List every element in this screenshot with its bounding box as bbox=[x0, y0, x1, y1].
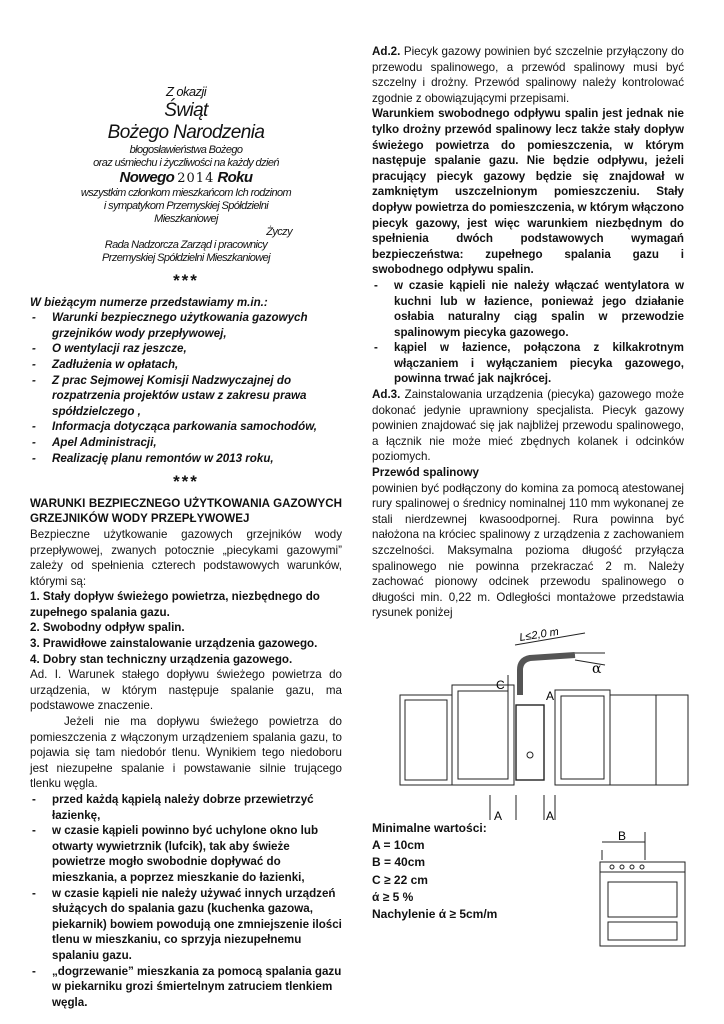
ad1-body: Jeżeli nie ma dopływu świeżego powietrza do pomieszczenia z włączonym urządzeniem spalania gazu, to pojawia się tam niedobór tlenu. Wynikiem tego niedoboru jest niezupełne spalanie i powstawanie silnie trującego tlenku węgla. bbox=[30, 715, 342, 791]
knob bbox=[620, 865, 624, 869]
condition-item: 3. Prawidłowe zainstalowanie urządzenia gazowego. bbox=[30, 637, 318, 651]
greeting-line: i sympatykom Przemyskiej Spółdzielni bbox=[103, 200, 269, 212]
right-cabinet-1 bbox=[610, 695, 656, 785]
min-values bbox=[372, 820, 497, 923]
flue-heading: Przewód spalinowy bbox=[372, 466, 479, 480]
oven-window bbox=[608, 882, 677, 917]
separator-stars: *** bbox=[173, 472, 199, 492]
left-column bbox=[30, 84, 342, 1010]
ad2-text: Piecyk gazowy powinien być szczelnie przyłączony do przewodu spalinowego, a przewód spalinowy musi być szczelny i drożny. Przewód spalinowy należy kontrolować zgodnie z obowiązującymi przepisami. bbox=[372, 45, 684, 105]
greeting-signature: Rada Nadzorcza Zarząd i pracownicy bbox=[104, 239, 268, 251]
list-item: - Realizację planu remontów w 2013 roku, bbox=[30, 451, 342, 467]
right-cabinet-2 bbox=[656, 695, 688, 785]
installation-diagram bbox=[370, 625, 690, 825]
list-item: - kąpiel w łazience, połączona z kilkakrotnym włączaniem i wyłączaniem piecyka gazowego, powinna trwać jak najkrócej. bbox=[372, 340, 684, 387]
condition-item: 1. Stały dopływ świeżego powietrza, niezbędnego do zupełnego spalania gazu. bbox=[30, 590, 320, 619]
ad3-text: Zainstalowania urządzenia (piecyka) gazowego może dokonać jedynie uprawniony specjalista. Piecyk gazowy powinien znajdować się jak najbliżej przewodu spalinowego, a łącznik nie może mieć zbędnych kolanek i odcinków poziomych. bbox=[372, 388, 684, 464]
article-title: WARUNKI BEZPIECZNEGO UŻYTKOWANIA GAZOWYCH GRZEJNIKÓW WODY PRZEPŁYWOWEJ bbox=[30, 496, 342, 526]
list-item: - Apel Administracji, bbox=[30, 435, 342, 451]
condition-item: 4. Dobry stan techniczny urządzenia gazowego. bbox=[30, 652, 293, 666]
left-cabinet bbox=[400, 695, 452, 785]
ad2-label: Ad.2. bbox=[372, 45, 401, 58]
knob bbox=[640, 865, 644, 869]
label-b: B bbox=[618, 830, 627, 843]
label-c: C bbox=[496, 678, 505, 692]
list-item: - Zadłużenia w opłatach, bbox=[30, 357, 342, 373]
stove-body bbox=[600, 862, 685, 946]
greeting-line bbox=[30, 170, 342, 187]
ad3-label: Ad.3. bbox=[372, 388, 401, 402]
greeting-line: błogosławieństwa Bożego bbox=[129, 144, 243, 156]
ad1-paragraph: Ad. I. Warunek stałego dopływu świeżego powietrza do urządzenia, w którym następuje spalanie gazu, ma podstawowe znaczenie. bbox=[30, 668, 342, 713]
greeting-line: Świąt bbox=[164, 100, 208, 121]
stove-diagram bbox=[590, 830, 690, 950]
stove-top bbox=[600, 862, 685, 872]
left-door-open bbox=[452, 685, 514, 785]
greeting-word: Nowego bbox=[119, 169, 175, 186]
door-panel bbox=[458, 691, 508, 779]
label-a: A bbox=[546, 809, 555, 823]
contents-list bbox=[30, 310, 342, 466]
ad2-bold-paragraph: Warunkiem swobodnego odpływu spalin jest jednak nie tylko drożny przewód spalinowy lecz także stały dopływ świeżego powietrza do pomieszczenia, w którym następuje spalanie gazu. Nie będzie odpływu, jeżeli pracujący piecyk gazowy będzie się znajdował w zamkniętym uszczelnionym pomieszczeniu. Stały dopływ powietrza do pomieszczenia, w którym włączono piecyk gazowy, jest więc warunkiem niezbędnym do spełnienia dwóch podstawowych wymagań bezpieczeństwa: zupełnego spalania gazu i swobodnego odpływu spalin. bbox=[372, 107, 684, 277]
min-value-c: C ≥ 22 cm bbox=[372, 872, 428, 887]
separator-stars: *** bbox=[173, 271, 199, 290]
ad1-list bbox=[30, 792, 342, 1010]
label-length: L≤2,0 m bbox=[518, 625, 560, 644]
min-value-slope: Nachylenie ά ≥ 5cm/m bbox=[372, 907, 498, 922]
min-value-alpha: ά ≥ 5 % bbox=[372, 889, 414, 904]
ad2-list bbox=[372, 278, 684, 387]
greeting-line: oraz uśmiechu i życzliwości na każdy dzień bbox=[93, 157, 279, 169]
list-item: - Z prac Sejmowej Komisji Nadzwyczajnej do rozpatrzenia projektów ustaw z zakresu prawa spółdzielczego , bbox=[30, 373, 342, 420]
cabinet-panel bbox=[405, 700, 447, 780]
greeting-line: Bożego Narodzenia bbox=[107, 122, 265, 143]
label-alpha: α bbox=[592, 661, 602, 677]
greeting-line: Mieszkaniowej bbox=[154, 213, 218, 225]
greeting-line: Życzy bbox=[266, 226, 292, 238]
list-item: - „dogrzewanie” mieszkania za pomocą spalania gazu w piekarniku grozi śmiertelnym zatruciem tlenkiem węgla. bbox=[30, 964, 342, 1011]
min-value-b: B = 40cm bbox=[372, 855, 426, 870]
label-a: A bbox=[546, 689, 555, 703]
list-item: - O wentylacji raz jeszcze, bbox=[30, 341, 342, 357]
list-item: - w czasie kąpieli nie należy używać innych urządzeń służących do spalania gazu (kuchenka gazowa, piekarnik) bowiem powodują one zmniejszenie ilości tlenu w mieszkaniu, co sprzyja niezupełnemu spalaniu gazu. bbox=[30, 886, 342, 964]
greeting-line: wszystkim członkom mieszkańcom Ich rodzinom bbox=[80, 187, 292, 199]
condition-item: 2. Swobodny odpływ spalin. bbox=[30, 621, 185, 635]
greeting-block bbox=[30, 84, 342, 265]
knob bbox=[630, 865, 634, 869]
list-item: - w czasie kąpieli powinno być uchylone okno lub otwarty wywietrznik (lufcik), tak aby świeże powietrze mogło swobodnie dopływać do mieszkania, a poprzez mieszkanie do łazienki, bbox=[30, 823, 342, 885]
list-item: - Informacja dotycząca parkowania samochodów, bbox=[30, 419, 342, 435]
heater-knob bbox=[527, 752, 533, 758]
greeting-word: Roku bbox=[217, 169, 253, 186]
right-column bbox=[372, 44, 684, 621]
greeting-signature: Przemyskiej Spółdzielni Mieszkaniowej bbox=[102, 252, 270, 264]
greeting-year: 2014 bbox=[177, 171, 215, 186]
ad3-paragraph bbox=[372, 387, 684, 465]
list-item: - w czasie kąpieli nie należy włączać wentylatora w kuchni lub w łazience, ponieważ jego działanie osłabia naturalny ciąg spalin w przewodzie spalinowym piecyka gazowego. bbox=[372, 278, 684, 340]
right-door-open bbox=[555, 690, 610, 785]
contents-heading: W bieżącym numerze przedstawiamy m.in.: bbox=[30, 295, 268, 309]
article-intro: Bezpieczne użytkowanie gazowych grzejników wody przepływowej, zwanych potocznie „piecykami gazowymi” zależy od spełnienia czterech podstawowych warunków, którymi są: bbox=[30, 527, 342, 588]
drawer bbox=[608, 922, 677, 940]
label-a: A bbox=[494, 809, 503, 823]
door-panel bbox=[561, 696, 604, 779]
gas-heater bbox=[516, 705, 544, 780]
list-item: - Warunki bezpiecznego użytkowania gazowych grzejników wody przepływowej, bbox=[30, 310, 342, 341]
min-value-a: A = 10cm bbox=[372, 838, 425, 853]
ad2-paragraph bbox=[372, 44, 684, 106]
list-item: - przed każdą kąpielą należy dobrze przewietrzyć łazienkę, bbox=[30, 792, 342, 823]
greeting-line: Z okazji bbox=[166, 84, 206, 99]
flue-paragraph: powinien być podłączony do komina za pomocą atestowanej rury spalinowej o średnicy nominalnej 110 mm wykonanej ze stali nierdzewnej kwasoodpornej. Rura powinna być nałożona na króciec spalinowy z urządzenia z zachowaniem szczelności. Maksymalna pozioma długość przyłącza spalinowego nie powinna przekraczać 2 m. Należy zachować pionowy odcinek przewodu spalinowego o długości min. 0,22 m. Odległości montażowe przedstawia rysunek poniżej bbox=[372, 481, 684, 620]
min-values-heading: Minimalne wartości: bbox=[372, 821, 487, 835]
knob bbox=[610, 865, 614, 869]
